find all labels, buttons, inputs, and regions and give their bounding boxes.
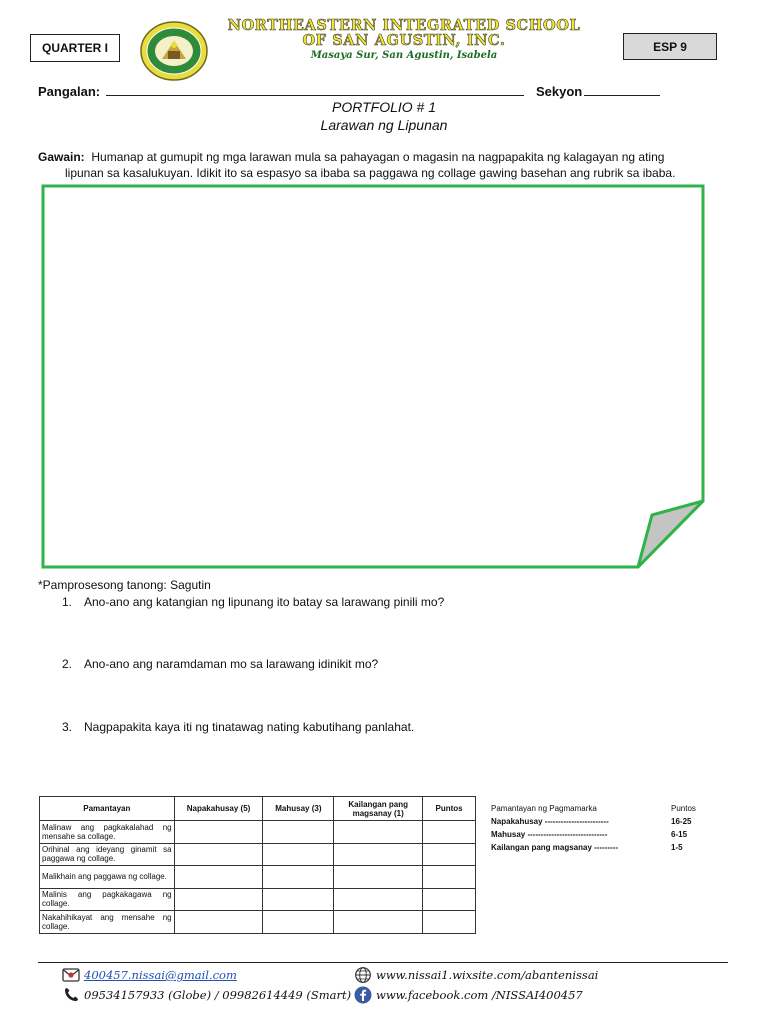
question-number: 3. <box>62 720 73 734</box>
facebook-icon <box>354 986 372 1004</box>
table-row <box>40 911 476 934</box>
facebook-link[interactable]: www.facebook.com /NISSAI400457 <box>376 988 583 1002</box>
column-header: Napakahusay (5) <box>174 797 263 821</box>
criterion-cell: Malinaw ang pagkakalahad ng mensahe sa collage. <box>40 821 175 844</box>
score-cell[interactable] <box>334 821 423 844</box>
score-cell[interactable] <box>334 888 423 911</box>
email-icon <box>62 966 80 984</box>
points-cell[interactable] <box>423 911 476 934</box>
footer-phone <box>62 986 351 1004</box>
points-cell[interactable] <box>423 821 476 844</box>
collage-area[interactable] <box>40 183 706 570</box>
portfolio-title: Larawan ng Lipunan <box>320 117 448 133</box>
score-cell[interactable] <box>334 843 423 866</box>
question-item <box>62 720 414 734</box>
task-label: Gawain: <box>38 150 85 164</box>
table-row <box>40 888 476 911</box>
score-cell[interactable] <box>334 866 423 889</box>
grading-level: Kailangan pang magsanay --------- <box>491 843 619 852</box>
globe-icon <box>354 966 372 984</box>
footer-facebook[interactable] <box>354 986 583 1004</box>
question-text: Ano-ano ang naramdaman mo sa larawang idinikit mo? <box>84 657 379 671</box>
score-cell[interactable] <box>174 866 263 889</box>
school-name <box>208 18 600 48</box>
question-number: 1. <box>62 595 73 609</box>
school-address: Masaya Sur, San Agustin, Isabela <box>310 50 498 61</box>
grading-row <box>491 843 711 855</box>
footer-website[interactable] <box>354 966 598 984</box>
subject-label: ESP 9 <box>623 33 717 60</box>
section-label: Sekyon <box>536 84 583 99</box>
school-seal-icon <box>140 17 208 85</box>
grading-row <box>491 817 711 829</box>
name-label: Pangalan: <box>38 84 101 99</box>
grading-range: 6-15 <box>671 830 688 839</box>
grading-header-points: Puntos <box>671 804 696 813</box>
processing-questions-header: *Pamprosesong tanong: Sagutin <box>38 578 211 592</box>
score-cell[interactable] <box>174 911 263 934</box>
question-item <box>62 657 378 671</box>
portfolio-number: PORTFOLIO # 1 <box>332 99 436 115</box>
footer-email[interactable] <box>62 966 237 984</box>
points-cell[interactable] <box>423 843 476 866</box>
column-header: Puntos <box>423 797 476 821</box>
quarter-label: QUARTER I <box>30 34 120 62</box>
table-row <box>40 866 476 889</box>
grading-level: Mahusay ------------------------------ <box>491 830 608 839</box>
grading-header-label: Pamantayan ng Pagmamarka <box>491 804 597 813</box>
table-row <box>40 843 476 866</box>
question-text: Ano-ano ang katangian ng lipunang ito batay sa larawang pinili mo? <box>84 595 445 609</box>
column-header: Mahusay (3) <box>263 797 334 821</box>
score-cell[interactable] <box>263 843 334 866</box>
criterion-cell: Malikhain ang paggawa ng collage. <box>40 866 175 889</box>
grading-range: 1-5 <box>671 843 683 852</box>
points-cell[interactable] <box>423 888 476 911</box>
section-blank-line[interactable] <box>584 86 660 96</box>
score-cell[interactable] <box>334 911 423 934</box>
rubric-table <box>39 796 476 934</box>
grading-level: Napakahusay ------------------------ <box>491 817 609 826</box>
phone-numbers: 09534157933 (Globe) / 09982614449 (Smart) <box>84 988 352 1002</box>
footer-divider <box>38 962 728 963</box>
name-blank-line[interactable] <box>106 86 524 96</box>
score-cell[interactable] <box>263 866 334 889</box>
table-header-row <box>40 797 476 821</box>
email-link[interactable]: 400457.nissai@gmail.com <box>84 968 237 982</box>
section-field[interactable] <box>536 84 660 99</box>
task-text-line2: lipunan sa kasalukuyan. Idikit ito sa espasyo sa ibaba sa paggawa ng collage gawing basehan ang rubrik sa ibaba. <box>65 166 676 180</box>
grading-header <box>491 804 711 816</box>
website-link[interactable]: www.nissai1.wixsite.com/abantenissai <box>376 968 599 982</box>
grading-range: 16-25 <box>671 817 692 826</box>
criterion-cell: Orihinal ang ideyang ginamit sa paggawa ng collage. <box>40 843 175 866</box>
question-item <box>62 595 444 609</box>
column-header: Pamantayan <box>40 797 175 821</box>
phone-icon <box>62 986 80 1004</box>
grading-row <box>491 830 711 842</box>
score-cell[interactable] <box>263 911 334 934</box>
question-text: Nagpapakita kaya iti ng tinatawag nating kabutihang panlahat. <box>84 720 415 734</box>
score-cell[interactable] <box>174 888 263 911</box>
score-cell[interactable] <box>174 821 263 844</box>
table-row <box>40 821 476 844</box>
criterion-cell: Malinis ang pagkakagawa ng collage. <box>40 888 175 911</box>
criterion-cell: Nakahihikayat ang mensahe ng collage. <box>40 911 175 934</box>
task-instructions <box>38 149 708 181</box>
score-cell[interactable] <box>174 843 263 866</box>
score-cell[interactable] <box>263 888 334 911</box>
question-number: 2. <box>62 657 73 671</box>
column-header: Kailangan pang magsanay (1) <box>334 797 423 821</box>
name-field[interactable] <box>38 84 524 99</box>
points-cell[interactable] <box>423 866 476 889</box>
score-cell[interactable] <box>263 821 334 844</box>
task-text-line1: Humanap at gumupit ng mga larawan mula sa pahayagan o magasin na nagpapakita ng kalagayan ng ating <box>91 150 665 164</box>
school-name-line1: NORTHEASTERN INTEGRATED SCHOOL <box>227 17 581 34</box>
school-name-line2: OF SAN AGUSTIN, INC. <box>302 32 506 49</box>
